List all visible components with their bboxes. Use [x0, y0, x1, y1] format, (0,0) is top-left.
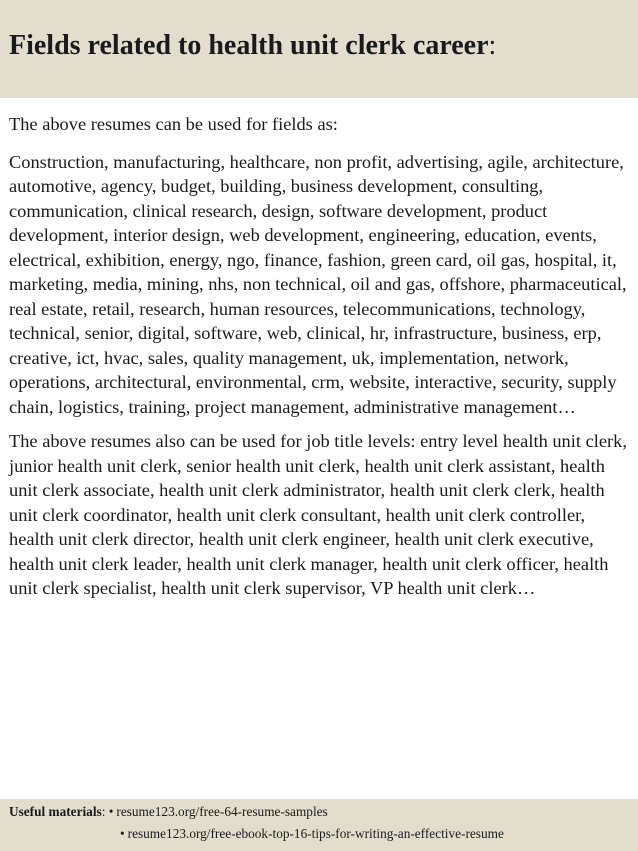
- footer-banner: [0, 799, 638, 851]
- footer-row-2: [120, 824, 504, 844]
- intro-text: The above resumes can be used for fields as:: [9, 114, 338, 134]
- job-title-levels: The above resumes also can be used for job title levels: entry level health unit clerk, junior health unit clerk, senior health unit clerk, health unit clerk assistant, health unit clerk associate, health unit clerk administrator, health unit clerk clerk, health unit clerk coordinator, health unit clerk consultant, health unit clerk controller, health unit clerk director, health unit clerk engineer, health unit clerk executive, health unit clerk leader, health unit clerk manager, health unit clerk officer, health unit clerk specialist, health unit clerk supervisor, VP health unit clerk…: [9, 431, 627, 598]
- main-content: [9, 112, 631, 601]
- link-ebook-tips[interactable]: resume123.org/free-ebook-top-16-tips-for-writing-an-effective-resume: [127, 826, 504, 841]
- page-title-colon: :: [488, 30, 497, 61]
- bullet-icon: •: [120, 826, 125, 841]
- fields-list: Construction, manufacturing, healthcare, non profit, advertising, agile, architecture, automotive, agency, budget, building, business development, consulting, communication, clinical research, design, software development, product development, interior design, web development, engineering, education, events, electrical, exhibition, energy, ngo, finance, fashion, green card, oil gas, hospital, it, marketing, media, mining, nhs, non technical, oil and gas, offshore, pharmaceutical, real estate, retail, research, human resources, telecommunications, technology, technical, senior, digital, software, web, clinical, hr, infrastructure, business, erp, creative, ict, hvac, sales, quality management, uk, implementation, network, operations, architectural, environmental, crm, website, interactive, security, supply chain, logistics, training, project management, administrative management…: [9, 151, 627, 417]
- useful-materials-colon: :: [101, 804, 106, 819]
- header-banner: [0, 0, 638, 98]
- link-resume-samples[interactable]: resume123.org/free-64-resume-samples: [116, 804, 328, 819]
- footer-row-1: [9, 802, 328, 822]
- page-title-text: Fields related to health unit clerk career: [9, 30, 489, 61]
- page-title: [9, 26, 496, 66]
- bullet-icon: •: [108, 804, 114, 819]
- useful-materials-label: Useful materials: [9, 804, 102, 819]
